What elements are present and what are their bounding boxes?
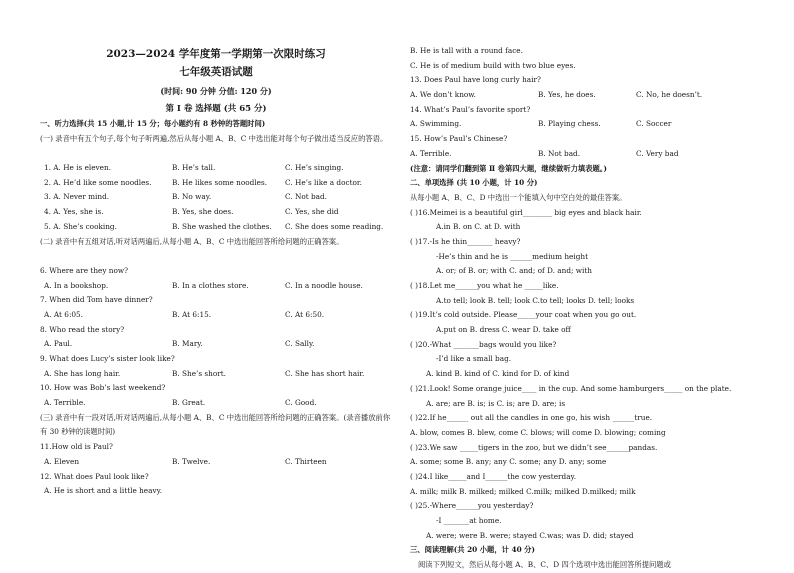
reading-instructions: 阅读下列短文，然后从每小题 A、B、C、D 四个选项中选出能回答所提问题或 [418, 560, 671, 570]
question-8-stem: 8. Who read the story? [40, 324, 125, 334]
question-11-stem: 11.How old is Paul? [40, 442, 113, 452]
question-22-options: A. blow, comes B. blew, come C. blows; will come D. blowing; coming [410, 427, 666, 437]
question-10-options: A. Terrible. B. Great. C. Good. [44, 398, 317, 408]
question-20-stem: ( )20.-What _______bags would you like? [410, 339, 557, 349]
question-9-options: A. She has long hair. B. She’s short. C. She has short hair. [44, 368, 365, 378]
question-16-options: A.in B. on C. at D. with [436, 222, 521, 232]
question-2: 2. A. He’d like some noodles. B. He likes some noodles. C. He’s like a doctor. [44, 177, 362, 187]
left-column [40, 0, 392, 499]
question-12-option-b: B. He is tall with a round face. [410, 46, 523, 55]
question-6-options: A. In a bookshop. B. In a clothes store. C. In a noodle house. [44, 280, 363, 290]
question-24-options: A. milk; milk B. milked; milked C.milk; milked D.milked; milk [410, 486, 636, 496]
question-16-stem: ( )16.Meimei is a beautiful girl________ big eyes and black hair. [410, 207, 642, 217]
question-17-options: A. or; of B. or; with C. and; of D. and; with [436, 266, 592, 276]
question-12-option-c: C. He is of medium build with two blue eyes. [410, 60, 576, 70]
question-15-options: A. Terrible. B. Not bad. C. Very bad [410, 148, 679, 158]
question-20-options: A. kind B. kind of C. kind for D. of kind [426, 369, 570, 379]
question-13-stem: 13. Does Paul have long curly hair? [410, 75, 541, 85]
question-5: 5. A. She’s cooking. B. She washed the clothes. C. She does some reading. [44, 221, 384, 231]
exam-time-score: (时间: 90 分钟 分值: 120 分) [160, 86, 272, 96]
listening-part1-instructions: (一) 录音中有五个句子,每个句子听两遍,然后从每小题 A、B、C 中选出能对每个句子做出适当反应的答语。 [40, 133, 388, 143]
question-24-stem: ( )24.I like_____and I______the cow yesterday. [410, 471, 577, 481]
exam-subject: 七年级英语试题 [179, 66, 253, 78]
exam-title: 2023—2024 学年度第一学期第一次限时练习 [106, 48, 326, 60]
question-10-stem: 10. How was Bob’s last weekend? [40, 383, 166, 393]
question-23-stem: ( )23.We saw _____tigers in the zoo, but we didn’t see______pandas. [410, 442, 658, 452]
single-choice-instructions: 从每小题 A、B、C、D 中选出一个能填入句中空白处的最佳答案。 [410, 192, 627, 202]
question-21-options: A. are; are B. is; is C. is; are D. are; is [426, 398, 566, 408]
question-3: 3. A. Never mind. B. No way. C. Not bad. [44, 192, 328, 202]
question-25-reply: -I _______at home. [436, 516, 502, 525]
listening-part3-instructions: (三) 录音中有一段对话,听对话两遍后,从每小题 A、B、C 中选出能回答所给问题的正确答案。(录音播放前你有 30 秒钟的读题时间) [40, 412, 391, 437]
question-1: 1. A. He is eleven. B. He’s tall. C. He’s singing. [44, 163, 344, 173]
question-14-options: A. Swimming. B. Playing chess. C. Soccer [410, 119, 672, 129]
part-one-heading: 第 Ⅰ 卷 选择题 (共 65 分) [165, 104, 267, 114]
question-18-stem: ( )18.Let me______you what he _____like. [410, 281, 559, 290]
section-reading-heading: 三、阅读理解(共 20 小题，计 40 分) [410, 545, 535, 555]
listening-note: (注意：请同学们翻到第 Ⅱ 卷第四大题，继续做听力填表题。) [410, 163, 607, 173]
question-14-stem: 14. What’s Paul’s favorite sport? [410, 104, 531, 114]
question-19-stem: ( )19.It’s cold outside. Please_____your coat when you go out. [410, 310, 637, 320]
question-12-stem: 12. What does Paul look like? [40, 471, 149, 481]
question-21-stem: ( )21.Look! Some orange juice____ in the cup. And some hamburgers_____ on the plate. [410, 383, 732, 393]
question-7-options: A. At 6:05. B. At 6:15. C. At 6:50. [44, 309, 325, 319]
question-11-options: A. Eleven B. Twelve. C. Thirteen [44, 456, 327, 466]
question-7-stem: 7. When did Tom have dinner? [40, 295, 153, 305]
question-8-options: A. Paul. B. Mary. C. Sally. [44, 339, 315, 349]
question-4: 4. A. Yes, she is. B. Yes, she does. C. Yes, she did [44, 207, 339, 217]
question-9-stem: 9. What does Lucy’s sister look like? [40, 354, 175, 364]
question-22-stem: ( )22.If he______ out all the candles in one go, his wish ______true. [410, 413, 653, 423]
question-12-option-a: A. He is short and a little heavy. [44, 486, 163, 496]
question-17-stem: ( )17.-Is he thin_______ heavy? [410, 236, 521, 246]
question-17-reply: -He’s thin and he is ______medium height [436, 251, 589, 261]
question-19-options: A.put on B. dress C. wear D. take off [436, 325, 571, 335]
question-18-options: A.to tell; look B. tell; look C.to tell; looks D. tell; looks [436, 295, 635, 305]
listening-part2-instructions: (二) 录音中有五组对话,听对话两遍后,从每小题 A、B、C 中选出能回答所给问题的正确答案。 [40, 236, 344, 246]
right-column [410, 44, 760, 573]
question-23-options: A. some; some B. any; any C. some; any D. any; some [410, 457, 607, 467]
question-25-options: A. were; were B. were; stayed C.was; was D. did; stayed [426, 530, 634, 540]
question-20-reply: -I’d like a small bag. [436, 354, 512, 364]
section-listening-heading: 一、听力选择(共 15 小题,计 15 分；每小题约有 8 秒钟的答题时间) [40, 119, 266, 128]
question-15-stem: 15. How’s Paul’s Chinese? [410, 134, 508, 144]
question-25-stem: ( )25.-Where______you yesterday? [410, 501, 534, 511]
section-single-choice-heading: 二、单项选择 (共 10 小题，计 10 分) [410, 178, 538, 188]
question-13-options: A. We don’t know. B. Yes, he does. C. No, he doesn’t. [410, 90, 703, 100]
question-6-stem: 6. Where are they now? [40, 265, 129, 275]
